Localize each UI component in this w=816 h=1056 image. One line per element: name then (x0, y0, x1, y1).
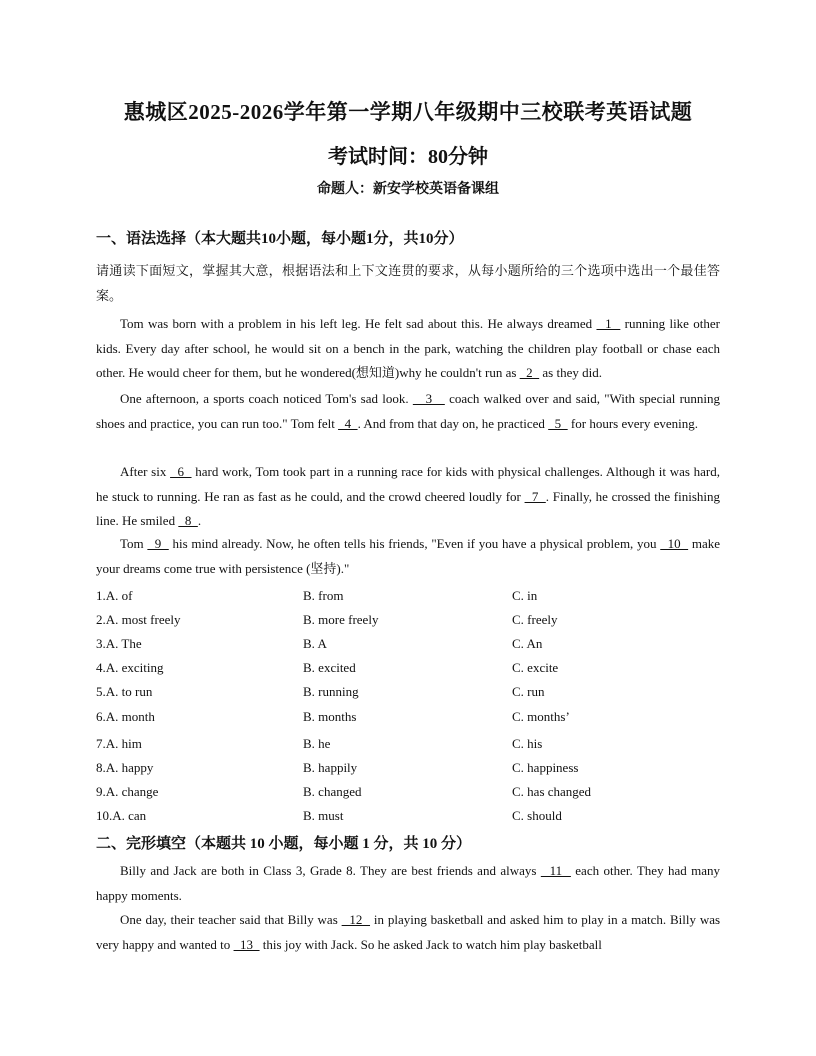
section-2-heading: 二、完形填空（本题共 10 小题，每小题 1 分，共 10 分） (96, 836, 472, 852)
blank-10: 10 (660, 536, 689, 551)
option-c: C. excite (512, 660, 559, 675)
option-b: B. months (303, 709, 357, 724)
option-b: B. happily (303, 760, 358, 775)
section-1-instruction: 请通读下面短文，掌握其大意，根据语法和上下文连贯的要求，从每小题所给的三个选项中选出一个最佳答案。 (96, 263, 720, 303)
cloze-paragraph-1 (96, 859, 720, 908)
option-c: C. An (512, 636, 543, 651)
passage-text: this joy with Jack. So he asked Jack to watch him play basketball (262, 936, 602, 952)
option-b: B. excited (303, 660, 356, 675)
option-b: B. more freely (303, 612, 379, 627)
option-b: B. he (303, 736, 331, 751)
passage-text: hard work, Tom took part in a running race for kids with physical challenges. Although it was hard, he stuck to running. He ran as fast as he could, and the crowd cheered loudly for (96, 464, 721, 504)
passage-text: After six (120, 464, 167, 479)
blank-11: 11 (540, 863, 571, 878)
blank-4: 4 (338, 415, 358, 431)
exam-time: 考试时间：80分钟 (328, 146, 488, 168)
options-row-9 (96, 784, 720, 806)
passage-text: for hours every evening. (570, 415, 698, 431)
passage-text: running like other kids. Every day after school, he would sit on a bench in the park, watching the children play football or chase each other. He would cheer for them, but he wondered(想知道)why he couldn't run as (96, 316, 720, 380)
option-a: 4.A. exciting (96, 660, 164, 675)
blank-2: 2 (519, 365, 540, 380)
option-b: B. from (303, 588, 344, 603)
option-b: B. A (303, 636, 327, 651)
option-c: C. freely (512, 612, 558, 627)
option-c: C. happiness (512, 760, 579, 775)
exam-author: 命题人：新安学校英语备课组 (317, 182, 499, 197)
passage-text: . Finally, he crossed the finishing line. He smiled (96, 488, 721, 528)
blank-6: 6 (170, 464, 192, 479)
passage-text: Tom (120, 536, 144, 551)
options-row-6 (96, 709, 720, 731)
option-b: B. running (303, 684, 359, 699)
option-a: 7.A. him (96, 736, 142, 751)
passage-text: . And from that day on, he practiced (357, 415, 545, 431)
section-1-heading: 一、语法选择（本大题共10小题，每小题1分，共10分） (96, 231, 464, 247)
options-row-3 (96, 636, 720, 658)
blank-1: 1 (596, 316, 621, 331)
passage-paragraph-2 (96, 387, 720, 436)
option-c: C. in (512, 588, 538, 603)
options-row-7 (96, 736, 720, 758)
passage-text: Billy and Jack are both in Class 3, Grade 8. They are best friends and always (120, 863, 537, 878)
option-a: 2.A. most freely (96, 612, 181, 627)
passage-text: in playing basketball and asked him to play in a match. Billy was very happy and wanted to (96, 912, 721, 952)
option-c: C. his (512, 736, 543, 751)
exam-title: 惠城区2025-2026学年第一学期八年级期中三校联考英语试题 (123, 100, 693, 124)
options-row-10 (96, 808, 720, 830)
passage-text: coach walked over and said, "With special running shoes and practice, you can run too." Tom felt (96, 391, 721, 431)
passage-paragraph-4 (96, 532, 720, 581)
option-a: 6.A. month (96, 709, 155, 724)
options-row-4 (96, 660, 720, 682)
option-a: 3.A. The (96, 636, 142, 651)
option-c: C. has changed (512, 784, 592, 799)
blank-9: 9 (147, 536, 169, 551)
option-c: C. months’ (512, 709, 570, 724)
options-row-5 (96, 684, 720, 706)
option-b: B. changed (303, 784, 362, 799)
blank-7: 7 (524, 488, 546, 504)
passage-text: One day, their teacher said that Billy was (120, 912, 338, 927)
passage-text: . (197, 513, 202, 528)
blank-3: 3 (412, 391, 445, 406)
blank-13: 13 (233, 936, 260, 952)
options-row-2 (96, 612, 720, 634)
option-a: 9.A. change (96, 784, 159, 799)
passage-paragraph-1 (96, 312, 720, 386)
option-a: 5.A. to run (96, 684, 153, 699)
passage-text: make your dreams come true with persistence (坚持)." (96, 536, 720, 576)
passage-text: One afternoon, a sports coach noticed Tom's sad look. (120, 391, 409, 406)
passage-text: each other. They had many happy moments. (96, 863, 721, 903)
option-a: 1.A. of (96, 588, 133, 603)
options-row-8 (96, 760, 720, 782)
blank-12: 12 (341, 912, 371, 927)
option-a: 10.A. can (96, 808, 147, 823)
option-c: C. run (512, 684, 545, 699)
blank-5: 5 (548, 415, 568, 431)
cloze-paragraph-2 (96, 908, 720, 957)
passage-text: as they did. (542, 365, 602, 380)
option-a: 8.A. happy (96, 760, 154, 775)
passage-text: his mind already. Now, he often tells his friends, "Even if you have a physical problem, you (172, 536, 657, 551)
options-row-1 (96, 588, 720, 610)
passage-text: Tom was born with a problem in his left leg. He felt sad about this. He always dreamed (120, 316, 593, 331)
blank-8: 8 (178, 513, 198, 528)
option-c: C. should (512, 808, 562, 823)
option-b: B. must (303, 808, 344, 823)
passage-paragraph-3 (96, 460, 720, 534)
